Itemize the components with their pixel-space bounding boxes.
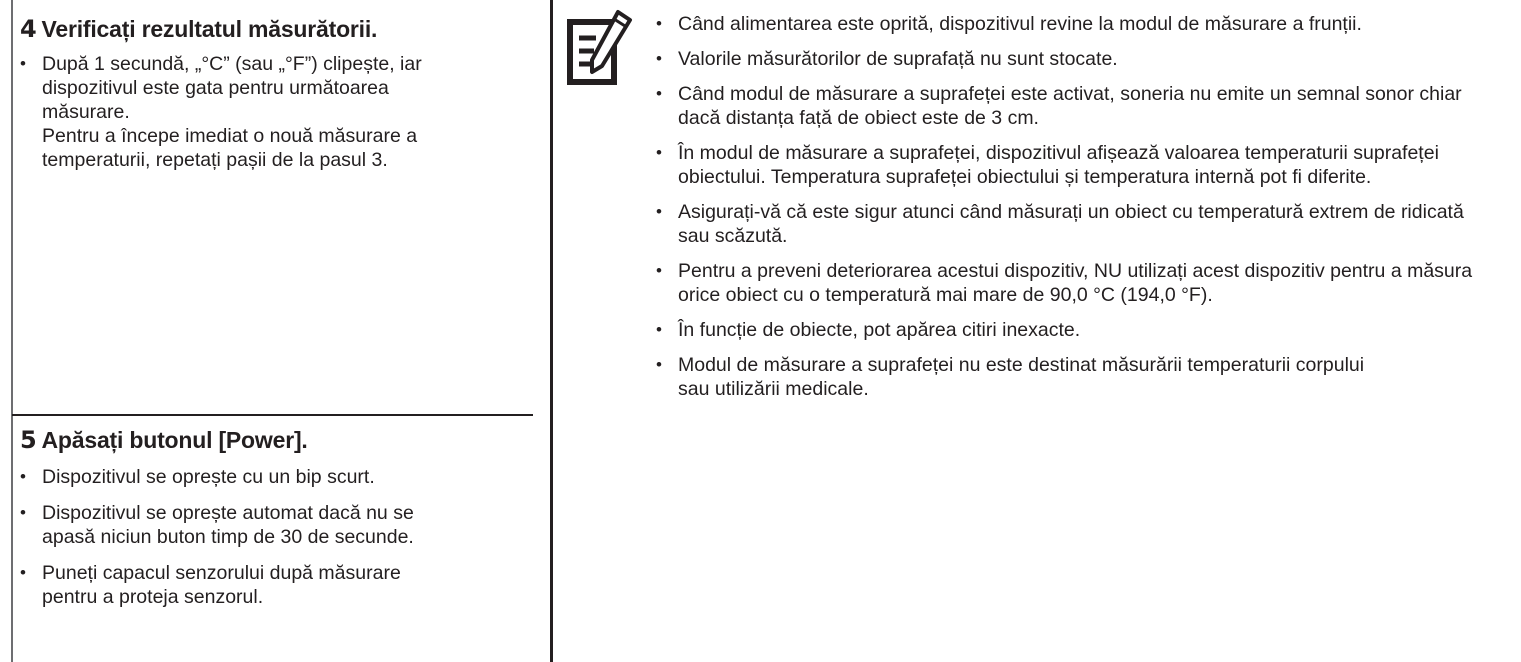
step-title: Verificați rezultatul măsurătorii. (41, 16, 378, 42)
note-bullets (656, 12, 1508, 412)
list-item: • Valorile măsurătorilor de suprafață nu sunt stocate. (656, 47, 1508, 71)
step-5-section (20, 425, 530, 621)
step-4-bullets (20, 52, 460, 172)
step-5-heading (20, 425, 530, 455)
step-title: Apăsați butonul [Power]. (41, 427, 308, 453)
step-number: 4 (20, 15, 37, 43)
step-4-heading (20, 14, 530, 44)
step-4-section (20, 14, 530, 184)
list-item: • Când modul de măsurare a suprafeței este activat, soneria nu emite un semnal sonor chiar dacă distanța față de obiect este de 3 cm. (656, 82, 1468, 130)
list-item: • Dispozitivul se oprește automat dacă nu se apasă niciun buton timp de 30 de secunde. (20, 501, 460, 549)
bullet-text: După 1 secundă, „°C” (sau „°F”) clipește, iar dispozitivul este gata pentru următoarea măsurare. (42, 53, 422, 123)
column-divider (550, 0, 553, 662)
list-item: • Dispozitivul se oprește cu un bip scurt. (20, 465, 460, 489)
list-item: • Când alimentarea este oprită, dispozitivul revine la modul de măsurare a frunții. (656, 12, 1398, 36)
list-item: • Puneți capacul senzorului după măsurare pentru a proteja senzorul. (20, 561, 460, 609)
left-margin-border (11, 0, 13, 662)
step-divider (12, 414, 533, 416)
step-5-bullets (20, 465, 460, 609)
step-number: 5 (20, 426, 37, 454)
list-item (20, 52, 460, 172)
note-pencil-icon (566, 8, 636, 86)
list-item: • În funcție de obiecte, pot apărea citiri inexacte. (656, 318, 1508, 342)
bullet-text-continuation: Pentru a începe imediat o nouă măsurare a temperaturii, repetați pașii de la pasul 3. (42, 125, 418, 171)
list-item: • Asigurați-vă că este sigur atunci când măsurați un obiect cu temperatură extrem de ridicată sau scăzută. (656, 200, 1478, 248)
list-item: • Pentru a preveni deteriorarea acestui dispozitiv, NU utilizați acest dispozitiv pentru a măsura orice obiect cu o temperatură mai mare de 90,0 °C (194,0 °F). (656, 259, 1508, 307)
list-item: • În modul de măsurare a suprafeței, dispozitivul afișează valoarea temperaturii suprafeței obiectului. Temperatura suprafeței obiectului și temperatura internă pot fi diferite. (656, 141, 1508, 189)
list-item: • Modul de măsurare a suprafeței nu este destinat măsurării temperaturii corpului sau utilizării medicale. (656, 353, 1398, 401)
